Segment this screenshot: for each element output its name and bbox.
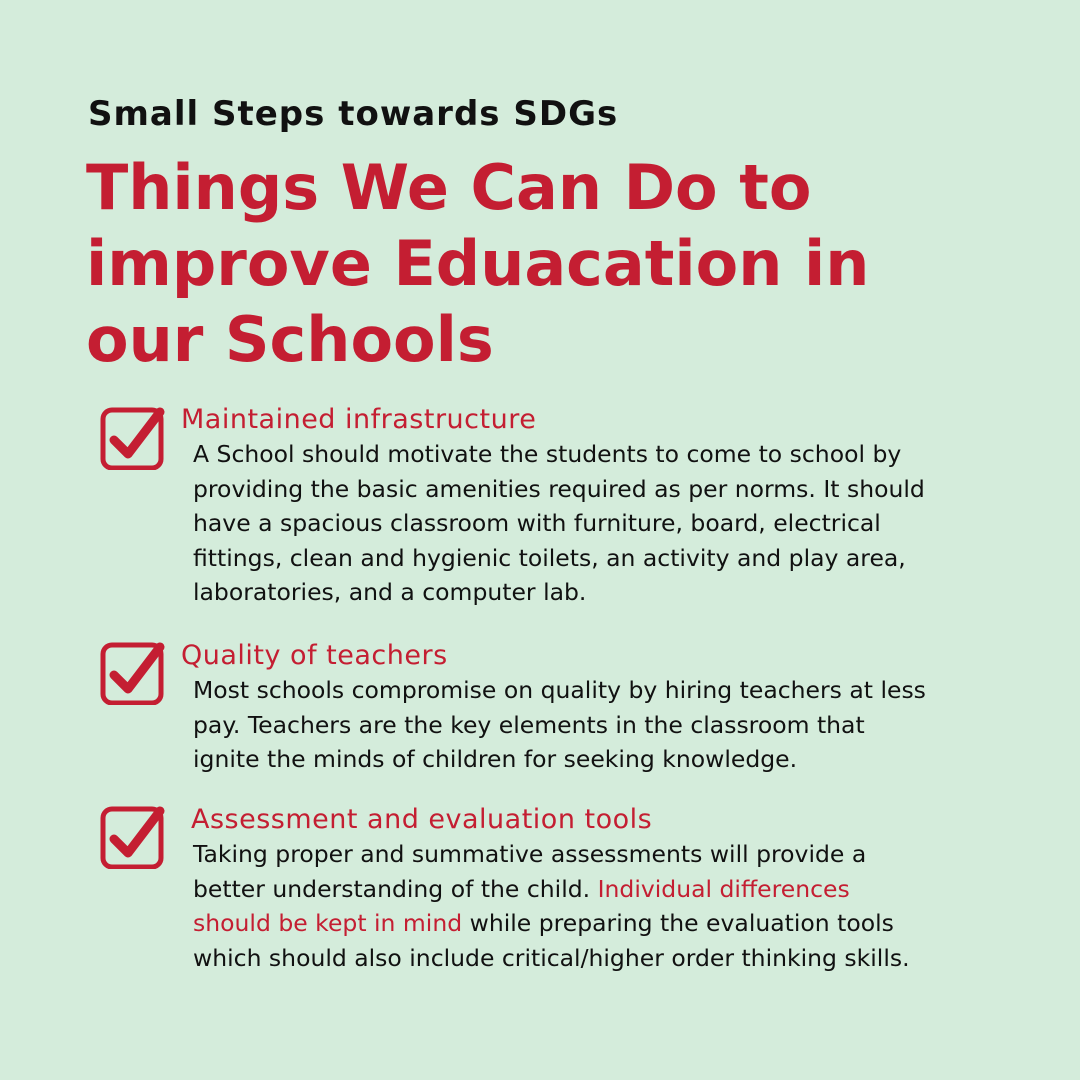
title-line-3: our Schools [86, 303, 494, 376]
title-line-1: Things We Can Do to [86, 151, 812, 224]
item-title: Quality of teachers [181, 640, 448, 671]
item-body [193, 673, 993, 777]
body-line: fittings, clean and hygienic toilets, an activity and play area, [193, 543, 906, 572]
highlight-text: should be kept in mind [193, 909, 463, 937]
page-title [86, 150, 986, 378]
body-line: A School should motivate the students to come to school by [193, 440, 902, 468]
body-line: ignite the minds of children for seeking knowledge. [193, 745, 798, 773]
kicker-text: Small Steps towards SDGs [88, 94, 619, 134]
checkbox-checked-icon [100, 404, 166, 470]
body-text: better understanding of the child. [193, 874, 598, 903]
body-line: providing the basic amenities required as per norms. It should [193, 474, 925, 503]
body-line: Most schools compromise on quality by hiring teachers at less [193, 676, 926, 704]
body-line: pay. Teachers are the key elements in the classroom that [193, 710, 865, 739]
title-line-2: improve Eduacation in [86, 227, 870, 300]
checkbox-checked-icon [100, 639, 166, 705]
body-line: Taking proper and summative assessments will provide a [193, 840, 867, 868]
checkbox-checked-icon [100, 803, 166, 869]
item-title: Maintained infrastructure [181, 404, 537, 435]
body-line [193, 872, 993, 907]
item-body [193, 437, 993, 610]
highlight-text: Individual differences [597, 874, 850, 903]
body-line: which should also include critical/higher order thinking skills. [193, 943, 910, 972]
body-line: have a spacious classroom with furniture, board, electrical [193, 509, 881, 537]
body-line: laboratories, and a computer lab. [193, 578, 587, 606]
item-title: Assessment and evaluation tools [191, 804, 653, 835]
body-line [193, 906, 993, 941]
body-text: while preparing the evaluation tools [462, 909, 894, 937]
item-body [193, 837, 993, 975]
